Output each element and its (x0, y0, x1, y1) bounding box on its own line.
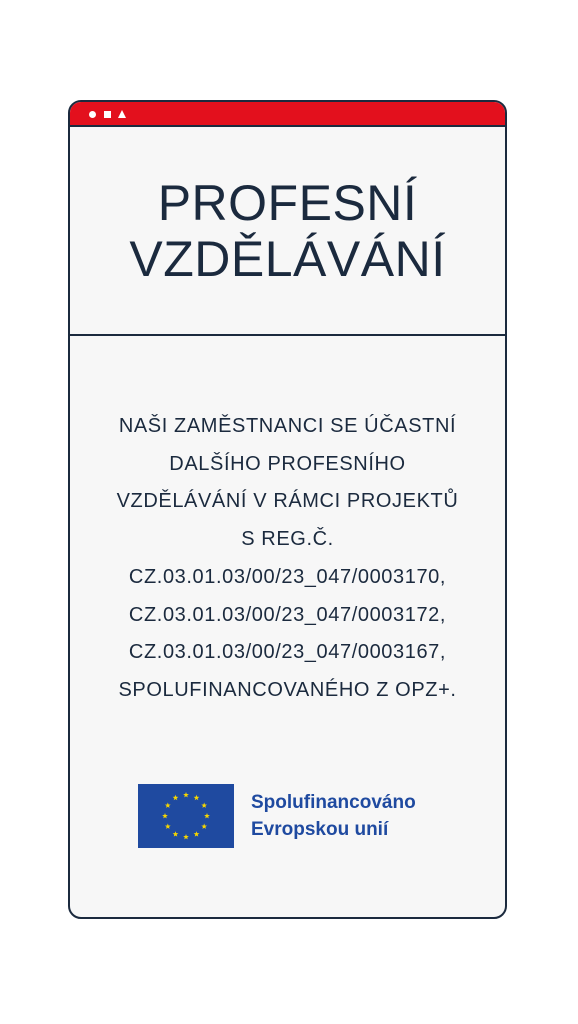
eu-logo-text-line-1: Spolufinancováno (251, 792, 416, 813)
page-title-line-1: PROFESNÍ (157, 174, 418, 231)
eu-logo-text (251, 789, 416, 843)
body-line: CZ.03.01.03/00/23_047/0003167, (128, 641, 447, 664)
square-icon (104, 111, 111, 118)
body-line: S REG.Č. (241, 528, 334, 551)
body-line: SPOLUFINANCOVANÉHO Z OPZ+. (118, 678, 457, 701)
title-section (70, 127, 505, 336)
page-title-line-2: VZDĚLÁVÁNÍ (129, 230, 446, 287)
profesni-vzdelavani-card (68, 100, 507, 919)
window-titlebar (70, 102, 505, 127)
body-text (70, 408, 505, 710)
body-line: CZ.03.01.03/00/23_047/0003172, (128, 603, 447, 626)
body-line: VZDĚLÁVÁNÍ V RÁMCI PROJEKTŮ (116, 490, 459, 513)
eu-funding-logo (138, 784, 416, 848)
eu-logo-text-line-2: Evropskou unií (251, 819, 389, 840)
circle-icon (89, 111, 96, 118)
body-line: DALŠÍHO PROFESNÍHO (169, 452, 406, 475)
triangle-icon (118, 110, 126, 118)
body-line: CZ.03.01.03/00/23_047/0003170, (128, 565, 447, 588)
body-line: NAŠI ZAMĚSTNANCI SE ÚČASTNÍ (118, 415, 457, 437)
eu-flag-icon (138, 784, 234, 848)
